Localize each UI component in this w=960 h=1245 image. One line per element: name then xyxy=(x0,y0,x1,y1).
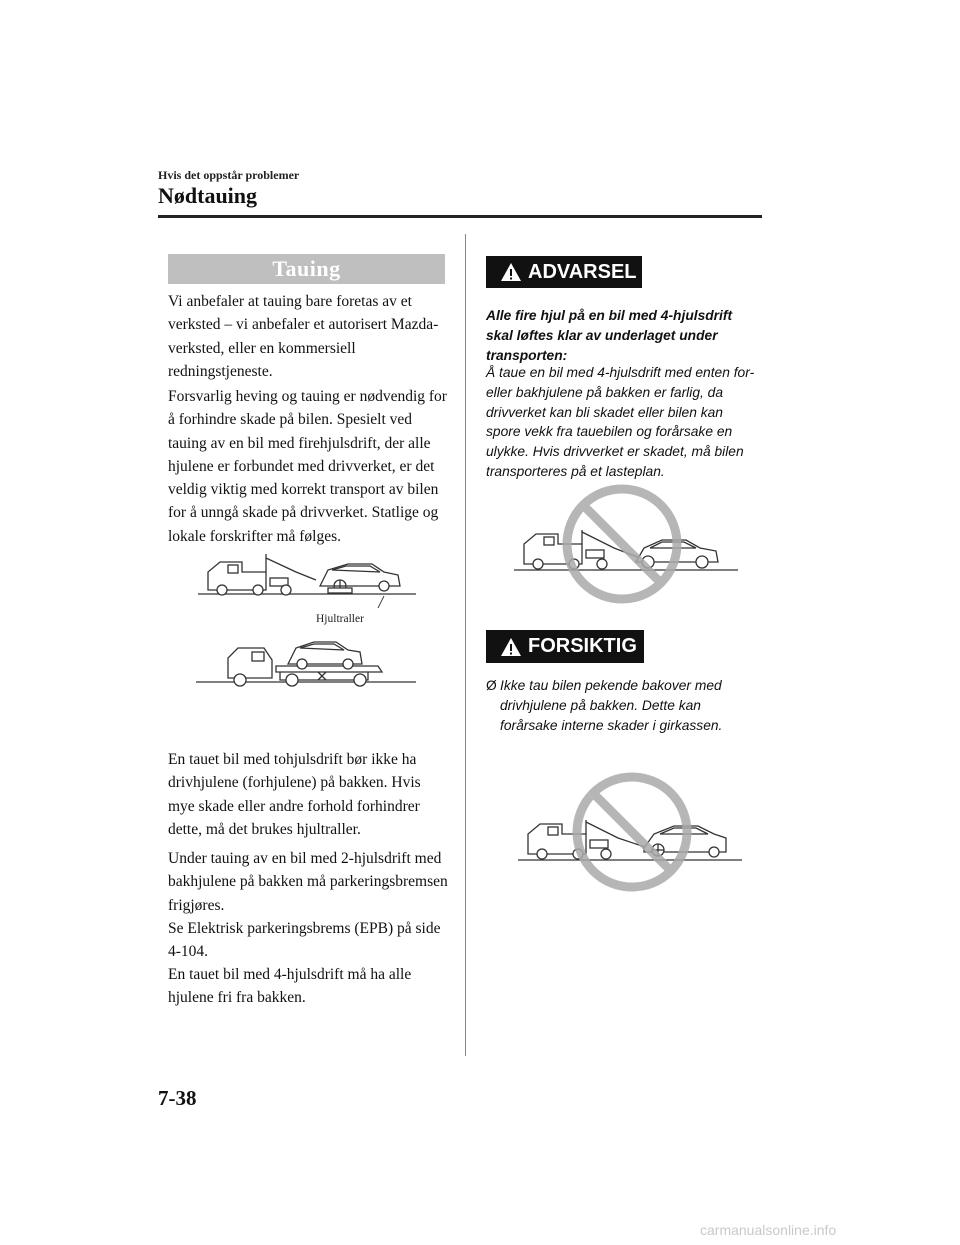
header-rule xyxy=(158,215,762,218)
bullet-marker: Ø xyxy=(486,678,497,693)
paragraph-epb-reference: Se Elektrisk parkeringsbrems (EPB) på side 4-104. xyxy=(168,920,441,961)
paragraph-intro: Vi anbefaler at tauing bare foretas av et verksted – vi anbefaler et autorisert Mazda-verksted, eller en kommersiell redningstjeneste. xyxy=(168,293,439,380)
warning-heading: Alle fire hjul på en bil med 4-hjulsdrift skal løftes klar av underlaget under transporten: xyxy=(486,308,733,363)
caution-item-text: Ikke tau bilen pekende bakover med drivhjulene på bakken. Dette kan forårsake interne skader i girkassen. xyxy=(500,678,723,733)
caution-triangle-icon xyxy=(500,636,522,658)
flatbed-truck-illustration xyxy=(196,642,416,686)
caution-list-item xyxy=(486,676,761,735)
prohibited-towing-figure-2 xyxy=(514,768,746,896)
figure-label-dollies: Hjultraller xyxy=(316,613,364,625)
paragraph-two-wheel-drive: En tauet bil med tohjulsdrift bør ikke ha drivhjulene (forhjulene) på bakken. Hvis mye skade eller andre forhold forhindrer dette, må det brukes hjultraller. xyxy=(168,751,421,838)
warning-triangle-icon xyxy=(500,261,522,283)
breadcrumb: Hvis det oppstår problemer xyxy=(158,168,300,182)
warning-text: Å taue en bil med 4-hjulsdrift med enten for- eller bakhjulene på bakken er farlig, da drivverket kan bli skadet eller bilen kan spore vekk fra tauebilen og forårsake en ulykke. Hvis drivverket er skadet, må bilen transporteres på et lasteplan. xyxy=(486,365,755,479)
paragraph-four-wheel-drive: En tauet bil med 4-hjulsdrift må ha alle hjulene fri fra bakken. xyxy=(168,966,412,1007)
column-divider xyxy=(465,234,466,1056)
warning-label: ADVARSEL xyxy=(528,260,637,283)
tow-truck-with-dollies-illustration xyxy=(198,554,416,608)
page-number: 7-38 xyxy=(158,1086,197,1110)
paragraph-rear-wheels: Under tauing av en bil med 2-hjulsdrift med bakhjulene på bakken må parkeringsbremsen frigjøres. xyxy=(168,850,448,914)
warning-label-box xyxy=(486,256,642,288)
caution-label-box xyxy=(486,630,644,663)
site-watermark[interactable]: carmanualsonline.info xyxy=(700,1222,837,1238)
paragraph-proper-towing: Forsvarlig heving og tauing er nødvendig for å forhindre skade på bilen. Spesielt ved tauing av en bil med firehjulsdrift, der alle hjulene er forbundet med drivverket, er det veldig viktig med korrekt transport av bilen for å unngå skade på drivverket. Statlige og lokale forskrifter må følges. xyxy=(168,388,447,545)
page-title: Nødtauing xyxy=(158,183,258,208)
prohibited-towing-figure-1 xyxy=(510,478,742,610)
caution-label: FORSIKTIG xyxy=(528,635,637,657)
towing-figure xyxy=(168,540,450,700)
section-heading: Tauing xyxy=(272,256,341,281)
section-heading-banner xyxy=(168,254,445,284)
